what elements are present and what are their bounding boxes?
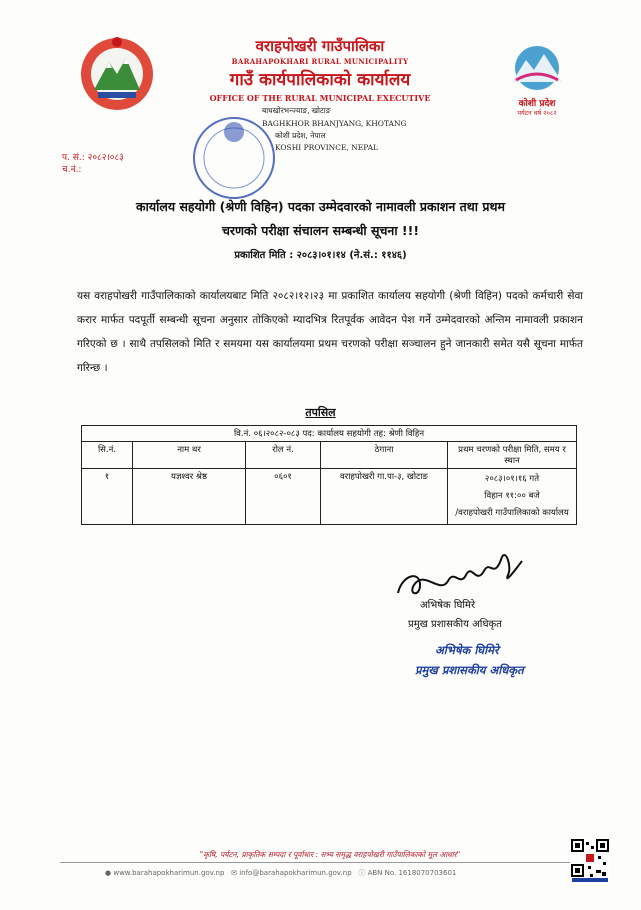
abn-icon: ⓘ xyxy=(358,869,366,877)
table-caption: वि.नं. ०६।२०८२-०८३ पद: कार्यालय सहयोगी तह: श्रेणी विहिन xyxy=(82,426,577,442)
signatory-title: प्रमुख प्रशासकीय अधिकृत xyxy=(408,619,502,630)
qr-code[interactable] xyxy=(570,838,610,884)
tourism-logo-text: कोशी प्रदेश xyxy=(518,99,556,109)
col-header-address: ठेगाना xyxy=(321,442,448,469)
tourism-logo-subtext: पर्यटन वर्ष २०८२ xyxy=(517,109,557,117)
col-header-name: नाम थर xyxy=(133,442,246,469)
address-english: BAGHKHOR BHANJYANG, KHOTANG xyxy=(262,119,407,128)
col-header-roll: रोल नं. xyxy=(246,442,321,469)
office-name-nepali: गाउँ कार्यपालिकाको कार्यालय xyxy=(229,70,411,90)
footer-email[interactable]: info@barahapokharimun.gov.np xyxy=(239,869,352,877)
exam-time: विहान ११:०० बजे xyxy=(484,491,540,501)
exam-place: /वराहपोखरी गाउँपालिकाको कार्यालय xyxy=(455,508,569,518)
cell-exam xyxy=(448,469,577,525)
tapasil-heading: तपसिल xyxy=(305,406,336,419)
stamp-title: प्रमुख प्रशासकीय अधिकृत xyxy=(415,663,524,677)
cell-roll: ०६०१ xyxy=(246,469,321,525)
signatory-name: अभिषेक घिमिरे xyxy=(420,600,476,611)
reference-number: प. सं.: २०८२।०८३ xyxy=(62,153,124,163)
stamp-name: अभिषेक घिमिरे xyxy=(435,643,499,657)
cell-address: वराहपोखरी गा.पा-३, खोटाङ xyxy=(321,469,448,525)
nepal-emblem-logo xyxy=(76,32,158,116)
notice-title-line2: चरणको परीक्षा संचालन सम्बन्धी सूचना !!! xyxy=(221,223,420,238)
table-row xyxy=(82,469,577,525)
address-nepali: बाघखोरभन्ज्याङ, खोटाङ xyxy=(262,106,331,115)
published-date: प्रकाशित मिति : २०८३।०१।१४ (ने.सं.: ११४६) xyxy=(234,250,407,261)
footer-motto: "कृषि, पर्यटन, प्राकृतिक सम्पदा र पूर्वाधार : सभ्य समृद्ध वराहपोखरी गाउँपालिकाको मूल आधार" xyxy=(199,850,461,859)
candidate-table xyxy=(81,425,577,525)
notice-body: यस वराहपोखरी गाउँपालिकाको कार्यालयबाट मिति २०८२।१२।२३ मा प्रकाशित कार्यालय सहयोगी (श्रेणी विहिन) पदको कर्मचारी सेवा करार मार्फत पदपूर्ती सम्बन्धी सूचना अनुसार तोकिएको म्यादभित्र रितपूर्वक आवेदन पेश गर्ने उम्मेदवारको अन्तिम नामावली प्रकाशन गरिएको छ । साथै तपसिलको मिति र समयमा यस कार्यालयमा प्रथम चरणको परीक्षा सञ्चालन हुने जानकारी समेत यसै सूचना मार्फत गरिन्छ । xyxy=(77,290,583,374)
handwritten-signature xyxy=(390,545,530,605)
notice-title-line1: कार्यालय सहयोगी (श्रेणी विहिन) पदका उम्मेदवारको नामावली प्रकाशन तथा प्रथम xyxy=(136,199,505,214)
province-nepali: कोशी प्रदेश, नेपाल xyxy=(275,131,326,140)
office-round-stamp xyxy=(188,112,280,204)
mail-icon: ✉ xyxy=(231,869,237,877)
footer-abn: ABN No. 1618070703601 xyxy=(367,869,457,877)
province-english: KOSHI PROVINCE, NEPAL xyxy=(275,143,379,152)
cell-name: यज्ञश्वर श्रेष्ठ xyxy=(133,469,246,525)
municipality-name-english: BARAHAPOKHARI RURAL MUNICIPALITY xyxy=(231,57,409,66)
col-header-sn: सि.नं. xyxy=(82,442,133,469)
exam-date: २०८३।०१।१६ गते xyxy=(484,474,540,484)
footer-website[interactable]: www.barahapokharimun.gov.np xyxy=(113,869,225,877)
cell-sn: १ xyxy=(82,469,133,525)
col-header-exam: प्रथम चरणको परीक्षा मिति, समय र स्थान xyxy=(448,442,577,469)
globe-icon: ● xyxy=(105,869,112,877)
footer-divider xyxy=(60,862,580,863)
footer-contacts xyxy=(105,868,565,878)
dispatch-number: च.नं.: xyxy=(62,165,82,175)
municipality-name-nepali: वराहपोखरी गाउँपालिका xyxy=(255,37,385,55)
office-name-english: OFFICE OF THE RURAL MUNICIPAL EXECUTIVE xyxy=(209,93,431,103)
